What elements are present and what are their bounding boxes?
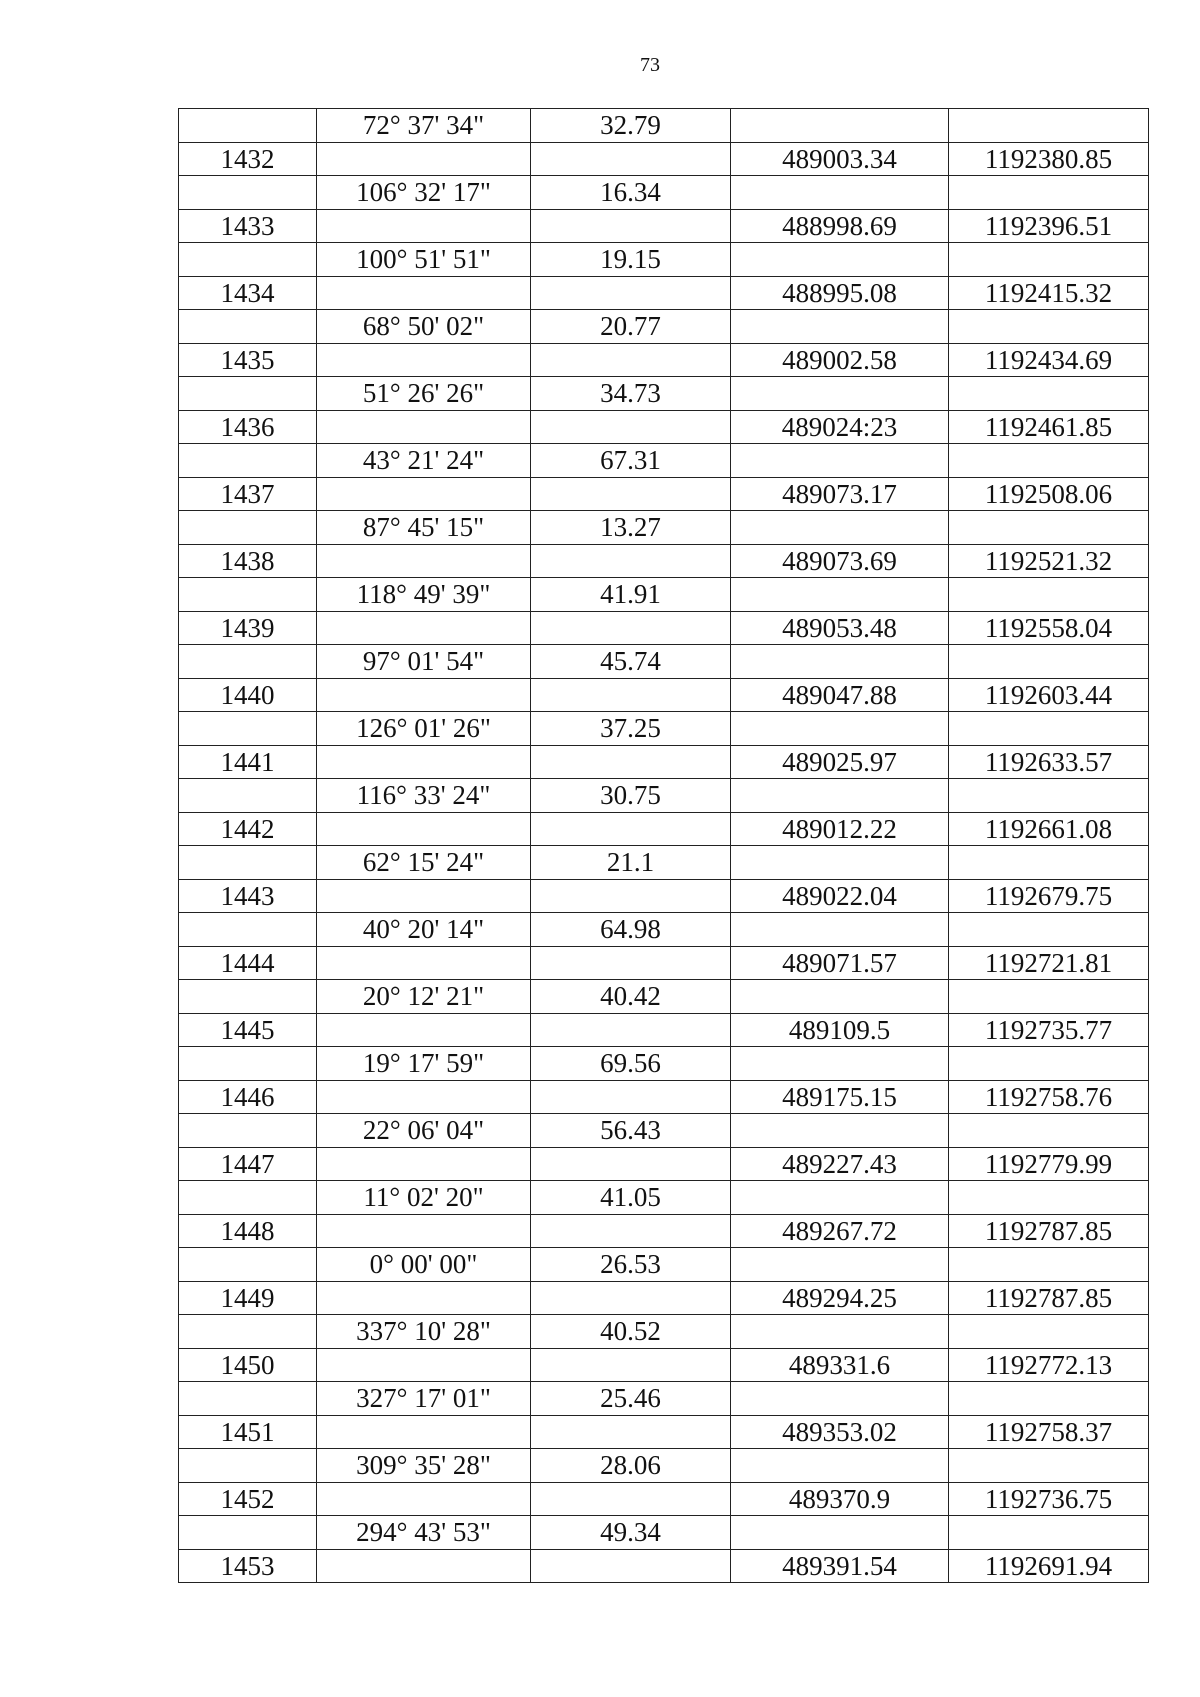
bearing-cell: 19° 17' 59" xyxy=(317,1047,531,1081)
table-row xyxy=(179,745,1149,779)
northing-cell: 489024:23 xyxy=(731,410,949,444)
northing-cell: 489175.15 xyxy=(731,1080,949,1114)
easting-cell xyxy=(949,1449,1149,1483)
table-row xyxy=(179,1348,1149,1382)
easting-cell: 1192521.32 xyxy=(949,544,1149,578)
page-number: 73 xyxy=(640,54,660,76)
distance-cell: 69.56 xyxy=(531,1047,731,1081)
distance-cell xyxy=(531,812,731,846)
distance-cell: 28.06 xyxy=(531,1449,731,1483)
distance-cell: 45.74 xyxy=(531,645,731,679)
station-cell: 1453 xyxy=(179,1549,317,1583)
table-row xyxy=(179,712,1149,746)
northing-cell: 489267.72 xyxy=(731,1214,949,1248)
station-cell: 1446 xyxy=(179,1080,317,1114)
station-cell xyxy=(179,243,317,277)
bearing-cell: 327° 17' 01" xyxy=(317,1382,531,1416)
easting-cell xyxy=(949,511,1149,545)
northing-cell xyxy=(731,310,949,344)
easting-cell xyxy=(949,980,1149,1014)
distance-cell xyxy=(531,678,731,712)
station-cell: 1435 xyxy=(179,343,317,377)
bearing-cell: 100° 51' 51" xyxy=(317,243,531,277)
distance-cell xyxy=(531,1013,731,1047)
northing-cell xyxy=(731,444,949,478)
table-row xyxy=(179,1080,1149,1114)
bearing-cell: 72° 37' 34" xyxy=(317,109,531,143)
northing-cell xyxy=(731,980,949,1014)
northing-cell: 489073.69 xyxy=(731,544,949,578)
easting-cell xyxy=(949,779,1149,813)
bearing-cell xyxy=(317,1482,531,1516)
northing-cell: 488995.08 xyxy=(731,276,949,310)
northing-cell xyxy=(731,511,949,545)
northing-cell: 489391.54 xyxy=(731,1549,949,1583)
easting-cell xyxy=(949,578,1149,612)
table-row xyxy=(179,276,1149,310)
station-cell: 1441 xyxy=(179,745,317,779)
easting-cell: 1192508.06 xyxy=(949,477,1149,511)
table-row xyxy=(179,209,1149,243)
easting-cell: 1192633.57 xyxy=(949,745,1149,779)
northing-cell xyxy=(731,1516,949,1550)
bearing-cell xyxy=(317,1147,531,1181)
distance-cell: 32.79 xyxy=(531,109,731,143)
northing-cell: 489073.17 xyxy=(731,477,949,511)
distance-cell: 40.52 xyxy=(531,1315,731,1349)
easting-cell: 1192679.75 xyxy=(949,879,1149,913)
distance-cell: 56.43 xyxy=(531,1114,731,1148)
bearing-cell xyxy=(317,276,531,310)
northing-cell: 489227.43 xyxy=(731,1147,949,1181)
bearing-cell xyxy=(317,477,531,511)
easting-cell xyxy=(949,1382,1149,1416)
table-row xyxy=(179,1181,1149,1215)
station-cell xyxy=(179,578,317,612)
table-row xyxy=(179,1415,1149,1449)
northing-cell: 489047.88 xyxy=(731,678,949,712)
northing-cell: 489331.6 xyxy=(731,1348,949,1382)
station-cell: 1442 xyxy=(179,812,317,846)
easting-cell xyxy=(949,712,1149,746)
bearing-cell: 118° 49' 39" xyxy=(317,578,531,612)
station-cell xyxy=(179,176,317,210)
station-cell xyxy=(179,444,317,478)
northing-cell xyxy=(731,645,949,679)
table-row xyxy=(179,812,1149,846)
bearing-cell: 97° 01' 54" xyxy=(317,645,531,679)
station-cell xyxy=(179,1114,317,1148)
station-cell xyxy=(179,1449,317,1483)
distance-cell xyxy=(531,611,731,645)
table-row xyxy=(179,243,1149,277)
distance-cell xyxy=(531,276,731,310)
table-row xyxy=(179,1114,1149,1148)
station-cell: 1444 xyxy=(179,946,317,980)
station-cell xyxy=(179,779,317,813)
station-cell xyxy=(179,109,317,143)
distance-cell xyxy=(531,1214,731,1248)
northing-cell xyxy=(731,176,949,210)
station-cell: 1440 xyxy=(179,678,317,712)
distance-cell xyxy=(531,1147,731,1181)
distance-cell: 67.31 xyxy=(531,444,731,478)
station-cell xyxy=(179,1047,317,1081)
easting-cell: 1192434.69 xyxy=(949,343,1149,377)
station-cell: 1451 xyxy=(179,1415,317,1449)
distance-cell: 37.25 xyxy=(531,712,731,746)
bearing-cell xyxy=(317,611,531,645)
northing-cell: 489002.58 xyxy=(731,343,949,377)
bearing-cell xyxy=(317,410,531,444)
northing-cell xyxy=(731,1114,949,1148)
survey-table-body xyxy=(179,109,1149,1583)
station-cell: 1434 xyxy=(179,276,317,310)
station-cell: 1438 xyxy=(179,544,317,578)
bearing-cell xyxy=(317,678,531,712)
table-row xyxy=(179,578,1149,612)
distance-cell: 64.98 xyxy=(531,913,731,947)
table-row xyxy=(179,1214,1149,1248)
bearing-cell: 11° 02' 20" xyxy=(317,1181,531,1215)
bearing-cell xyxy=(317,1214,531,1248)
easting-cell xyxy=(949,176,1149,210)
easting-cell: 1192661.08 xyxy=(949,812,1149,846)
bearing-cell xyxy=(317,1348,531,1382)
northing-cell xyxy=(731,578,949,612)
bearing-cell xyxy=(317,946,531,980)
northing-cell xyxy=(731,1315,949,1349)
table-row xyxy=(179,913,1149,947)
station-cell: 1436 xyxy=(179,410,317,444)
bearing-cell xyxy=(317,812,531,846)
distance-cell xyxy=(531,946,731,980)
station-cell: 1445 xyxy=(179,1013,317,1047)
table-row xyxy=(179,1013,1149,1047)
table-row xyxy=(179,544,1149,578)
northing-cell: 489003.34 xyxy=(731,142,949,176)
bearing-cell xyxy=(317,1281,531,1315)
northing-cell: 489071.57 xyxy=(731,946,949,980)
station-cell: 1437 xyxy=(179,477,317,511)
distance-cell xyxy=(531,477,731,511)
bearing-cell: 43° 21' 24" xyxy=(317,444,531,478)
station-cell xyxy=(179,846,317,880)
table-row xyxy=(179,1516,1149,1550)
bearing-cell: 68° 50' 02" xyxy=(317,310,531,344)
distance-cell: 25.46 xyxy=(531,1382,731,1416)
easting-cell: 1192558.04 xyxy=(949,611,1149,645)
station-cell: 1448 xyxy=(179,1214,317,1248)
easting-cell: 1192603.44 xyxy=(949,678,1149,712)
northing-cell xyxy=(731,243,949,277)
table-row xyxy=(179,310,1149,344)
northing-cell xyxy=(731,1181,949,1215)
northing-cell: 489053.48 xyxy=(731,611,949,645)
table-row xyxy=(179,645,1149,679)
easting-cell xyxy=(949,913,1149,947)
northing-cell: 489025.97 xyxy=(731,745,949,779)
northing-cell xyxy=(731,1047,949,1081)
easting-cell xyxy=(949,243,1149,277)
easting-cell xyxy=(949,377,1149,411)
easting-cell: 1192415.32 xyxy=(949,276,1149,310)
table-row xyxy=(179,1382,1149,1416)
northing-cell xyxy=(731,712,949,746)
easting-cell: 1192735.77 xyxy=(949,1013,1149,1047)
table-row xyxy=(179,611,1149,645)
table-row xyxy=(179,678,1149,712)
table-row xyxy=(179,477,1149,511)
table-row xyxy=(179,1549,1149,1583)
bearing-cell xyxy=(317,209,531,243)
easting-cell: 1192787.85 xyxy=(949,1214,1149,1248)
easting-cell xyxy=(949,1315,1149,1349)
station-cell xyxy=(179,511,317,545)
bearing-cell: 337° 10' 28" xyxy=(317,1315,531,1349)
northing-cell xyxy=(731,1449,949,1483)
bearing-cell: 40° 20' 14" xyxy=(317,913,531,947)
table-row xyxy=(179,1281,1149,1315)
distance-cell: 30.75 xyxy=(531,779,731,813)
bearing-cell: 51° 26' 26" xyxy=(317,377,531,411)
northing-cell: 489022.04 xyxy=(731,879,949,913)
distance-cell xyxy=(531,544,731,578)
distance-cell: 20.77 xyxy=(531,310,731,344)
northing-cell xyxy=(731,846,949,880)
easting-cell xyxy=(949,1181,1149,1215)
easting-cell xyxy=(949,1114,1149,1148)
distance-cell: 13.27 xyxy=(531,511,731,545)
station-cell xyxy=(179,980,317,1014)
table-row xyxy=(179,377,1149,411)
bearing-cell xyxy=(317,1013,531,1047)
station-cell xyxy=(179,1181,317,1215)
station-cell xyxy=(179,377,317,411)
easting-cell: 1192691.94 xyxy=(949,1549,1149,1583)
table-row xyxy=(179,1047,1149,1081)
bearing-cell: 20° 12' 21" xyxy=(317,980,531,1014)
easting-cell: 1192396.51 xyxy=(949,209,1149,243)
station-cell xyxy=(179,1315,317,1349)
bearing-cell: 62° 15' 24" xyxy=(317,846,531,880)
table-row xyxy=(179,846,1149,880)
table-row xyxy=(179,109,1149,143)
northing-cell xyxy=(731,779,949,813)
station-cell xyxy=(179,1248,317,1282)
station-cell xyxy=(179,913,317,947)
bearing-cell: 106° 32' 17" xyxy=(317,176,531,210)
bearing-cell: 294° 43' 53" xyxy=(317,1516,531,1550)
northing-cell: 489294.25 xyxy=(731,1281,949,1315)
table-row xyxy=(179,1248,1149,1282)
distance-cell xyxy=(531,1348,731,1382)
northing-cell xyxy=(731,913,949,947)
distance-cell xyxy=(531,1080,731,1114)
table-row xyxy=(179,1315,1149,1349)
distance-cell: 19.15 xyxy=(531,243,731,277)
station-cell: 1443 xyxy=(179,879,317,913)
northing-cell xyxy=(731,1248,949,1282)
northing-cell: 489109.5 xyxy=(731,1013,949,1047)
distance-cell xyxy=(531,745,731,779)
station-cell: 1450 xyxy=(179,1348,317,1382)
bearing-cell xyxy=(317,879,531,913)
northing-cell xyxy=(731,377,949,411)
easting-cell: 1192758.37 xyxy=(949,1415,1149,1449)
table-row xyxy=(179,1449,1149,1483)
easting-cell: 1192787.85 xyxy=(949,1281,1149,1315)
distance-cell: 34.73 xyxy=(531,377,731,411)
easting-cell xyxy=(949,846,1149,880)
easting-cell xyxy=(949,1516,1149,1550)
station-cell xyxy=(179,645,317,679)
station-cell xyxy=(179,1516,317,1550)
distance-cell xyxy=(531,879,731,913)
table-row xyxy=(179,142,1149,176)
distance-cell: 26.53 xyxy=(531,1248,731,1282)
table-row xyxy=(179,343,1149,377)
northing-cell: 489012.22 xyxy=(731,812,949,846)
station-cell xyxy=(179,310,317,344)
bearing-cell xyxy=(317,1415,531,1449)
table-row xyxy=(179,1482,1149,1516)
northing-cell xyxy=(731,1382,949,1416)
station-cell: 1433 xyxy=(179,209,317,243)
bearing-cell: 309° 35' 28" xyxy=(317,1449,531,1483)
bearing-cell xyxy=(317,1549,531,1583)
bearing-cell: 22° 06' 04" xyxy=(317,1114,531,1148)
bearing-cell xyxy=(317,544,531,578)
station-cell: 1447 xyxy=(179,1147,317,1181)
easting-cell: 1192736.75 xyxy=(949,1482,1149,1516)
northing-cell: 488998.69 xyxy=(731,209,949,243)
northing-cell xyxy=(731,109,949,143)
survey-coordinates-table xyxy=(178,108,1149,1583)
station-cell: 1432 xyxy=(179,142,317,176)
northing-cell: 489370.9 xyxy=(731,1482,949,1516)
easting-cell xyxy=(949,1248,1149,1282)
easting-cell xyxy=(949,444,1149,478)
distance-cell: 16.34 xyxy=(531,176,731,210)
distance-cell xyxy=(531,142,731,176)
table-row xyxy=(179,879,1149,913)
distance-cell xyxy=(531,1415,731,1449)
station-cell xyxy=(179,1382,317,1416)
easting-cell: 1192461.85 xyxy=(949,410,1149,444)
bearing-cell: 0° 00' 00" xyxy=(317,1248,531,1282)
table-row xyxy=(179,946,1149,980)
station-cell xyxy=(179,712,317,746)
easting-cell: 1192779.99 xyxy=(949,1147,1149,1181)
distance-cell: 21.1 xyxy=(531,846,731,880)
bearing-cell xyxy=(317,343,531,377)
easting-cell: 1192758.76 xyxy=(949,1080,1149,1114)
bearing-cell xyxy=(317,142,531,176)
bearing-cell: 87° 45' 15" xyxy=(317,511,531,545)
easting-cell: 1192721.81 xyxy=(949,946,1149,980)
table-row xyxy=(179,1147,1149,1181)
table-row xyxy=(179,980,1149,1014)
distance-cell: 41.91 xyxy=(531,578,731,612)
northing-cell: 489353.02 xyxy=(731,1415,949,1449)
distance-cell: 40.42 xyxy=(531,980,731,1014)
table-row xyxy=(179,176,1149,210)
distance-cell xyxy=(531,209,731,243)
bearing-cell: 116° 33' 24" xyxy=(317,779,531,813)
table-row xyxy=(179,511,1149,545)
bearing-cell xyxy=(317,1080,531,1114)
distance-cell xyxy=(531,410,731,444)
easting-cell xyxy=(949,1047,1149,1081)
bearing-cell xyxy=(317,745,531,779)
distance-cell xyxy=(531,1549,731,1583)
station-cell: 1439 xyxy=(179,611,317,645)
table-row xyxy=(179,779,1149,813)
distance-cell: 41.05 xyxy=(531,1181,731,1215)
easting-cell: 1192380.85 xyxy=(949,142,1149,176)
station-cell: 1452 xyxy=(179,1482,317,1516)
bearing-cell: 126° 01' 26" xyxy=(317,712,531,746)
station-cell: 1449 xyxy=(179,1281,317,1315)
distance-cell: 49.34 xyxy=(531,1516,731,1550)
table-row xyxy=(179,444,1149,478)
table-row xyxy=(179,410,1149,444)
distance-cell xyxy=(531,1281,731,1315)
distance-cell xyxy=(531,1482,731,1516)
easting-cell xyxy=(949,645,1149,679)
easting-cell xyxy=(949,310,1149,344)
easting-cell: 1192772.13 xyxy=(949,1348,1149,1382)
easting-cell xyxy=(949,109,1149,143)
distance-cell xyxy=(531,343,731,377)
